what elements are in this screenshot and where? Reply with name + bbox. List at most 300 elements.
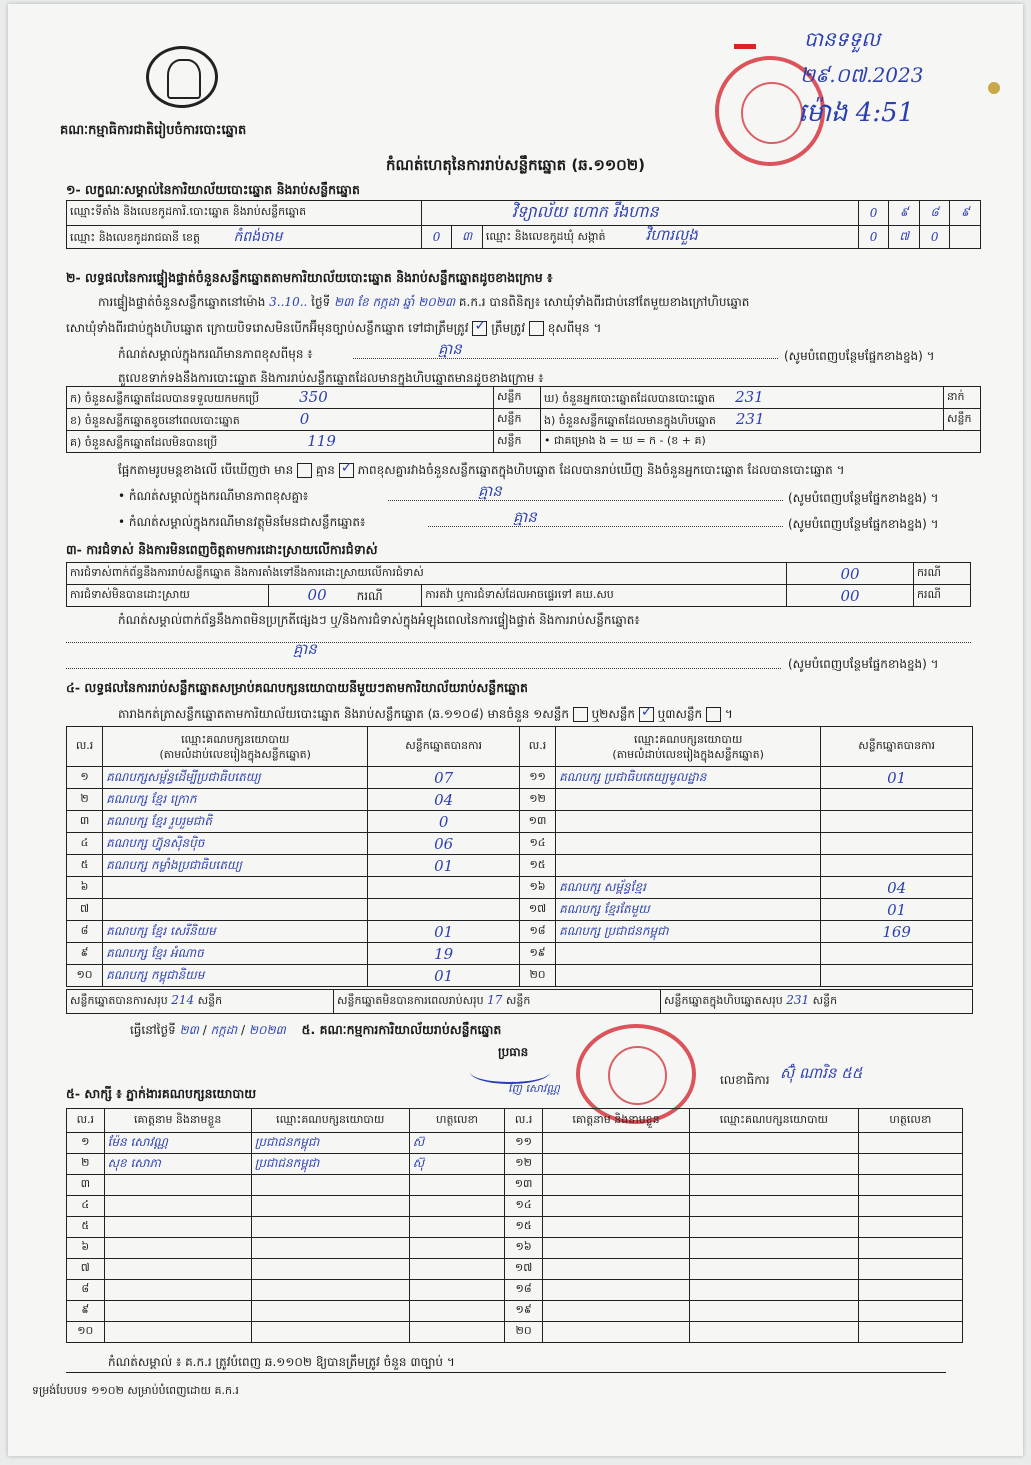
witness-signature (858, 1322, 962, 1343)
divider (66, 1372, 946, 1373)
witness-table (66, 1108, 963, 1343)
form-title: កំណត់ហេតុនៃការរាប់សន្លឹកឆ្នោត (ឆ.១១០២) (386, 156, 646, 174)
witness-signature: ស៊ុ (409, 1154, 505, 1175)
witness-party (690, 1154, 859, 1175)
unused-ballots-value: 119 (307, 431, 336, 450)
col-no-header: ល.រ (67, 727, 103, 767)
polling-station-name: វិទ្យាល័យ ហោក រឹងហាន (421, 201, 858, 226)
party-votes: 07 (368, 767, 520, 789)
table-row (67, 811, 973, 833)
unit-label: សន្លឹក (494, 387, 541, 409)
col-sign-header: ហត្ថលេខា (858, 1109, 962, 1133)
party-votes (821, 789, 973, 811)
witness-name (542, 1280, 689, 1301)
section1-table (66, 200, 981, 249)
commune-code-digit: 0 (919, 226, 950, 249)
witness-name (542, 1238, 689, 1259)
different-checkbox[interactable] (529, 321, 544, 336)
witness-name (104, 1217, 251, 1238)
party-name: គណបក្ស កម្លាំងប្រជាធិបតេយ្យ (103, 855, 368, 877)
witness-signature: ស៊ (409, 1133, 505, 1154)
province-code-digit: ៣ (452, 226, 483, 249)
valid-total-value: 214 (171, 993, 195, 1007)
table-row (67, 1301, 963, 1322)
section5-heading: ៥- សាក្សី ៖ ភ្នាក់ងារគណបក្សនយោបាយ (66, 1086, 257, 1101)
commune-code-digit: 0 (858, 226, 889, 249)
two-sheets-checkbox[interactable] (639, 707, 654, 722)
party-name: គណបក្ស សម្ព័ន្ធខ្មែរ (556, 877, 821, 899)
col-votes-header: សន្លឹកឆ្នោតបានការ (821, 727, 973, 767)
row-number: ៦ (67, 1238, 105, 1259)
difference-remark-label: • កំណត់សម្គាល់ក្នុងករណីមានភាពខុសគ្នា៖ (118, 489, 309, 503)
witness-name (542, 1301, 689, 1322)
party-name (103, 899, 368, 921)
row-number: ១១ (519, 767, 555, 789)
fill-note: (សូមបំពេញបន្ថែមផ្នែកខាងខ្នង) ។ (788, 517, 939, 531)
party-votes (821, 833, 973, 855)
party-name (556, 943, 821, 965)
spoiled-ballots-value: 0 (299, 409, 310, 428)
figures-intro: តួលេខទាក់ទងនឹងការបោះឆ្នោត និងការរាប់សន្លឹកឆ្នោតដែលមានក្នុងហិបឆ្នោតមានដូចខាងក្រោម ៖ (118, 371, 544, 385)
fill-note: (សូមបំពេញបន្ថែមផ្នែកខាងខ្នង) ។ (788, 491, 939, 505)
row-number: ២០ (505, 1322, 543, 1343)
witness-signature (409, 1196, 505, 1217)
committee-label: ៥. គណៈកម្មការការិយាល័យរាប់សន្លឹកឆ្នោត (301, 1022, 502, 1037)
correct-label: ត្រឹមត្រូវ (491, 321, 526, 335)
row-number: ១ (67, 767, 103, 789)
verification-text: ការផ្ទៀងផ្ទាត់ចំនួនសន្លឹកឆ្នោតនៅម៉ោង (98, 295, 266, 309)
received-date: ២៩.០៧.2023 (800, 63, 924, 87)
non-ballot-remark-value: គ្មាន (513, 508, 537, 526)
row-number: ៩ (67, 943, 103, 965)
witness-signature (858, 1238, 962, 1259)
verification-time: 3..10.. (269, 295, 308, 309)
witness-signature (409, 1217, 505, 1238)
case-unit: ករណី (914, 585, 971, 607)
seal-check-line: សោឃុំទាំងពីរជាប់ក្នុងហិបឆ្នោត ក្រោយបិទរោសមិនបើកអ៊ីមុនច្បាប់សន្លឹកឆ្នោត ទៅជាត្រឹមត្រូវ ✓ ត្រឹមត្រូវ ខុសពីមុន ។ (66, 320, 601, 338)
three-sheets-label: ឬ៣សន្លឹក (657, 707, 703, 721)
unit-label: នាក់ (944, 387, 981, 409)
polling-station-label: ឈ្មោះទីតាំង និងលេខកូដការិ.បោះឆ្នោត និងរាប់សន្លឹកឆ្នោត (67, 201, 422, 226)
difference-note-label: កំណត់សម្គាល់ក្នុងករណីមានភាពខុសពីមុន ៖ (118, 347, 313, 361)
witness-party (251, 1175, 409, 1196)
no-discrepancy-checkbox[interactable] (339, 463, 354, 478)
form-footer: ទម្រង់បែបបទ ១១០២ សម្រាប់បំពេញដោយ គ.ក.រ (32, 1384, 239, 1397)
witness-party (251, 1217, 409, 1238)
col-party-header: ឈ្មោះគណបក្សនយោបាយ (690, 1109, 859, 1133)
case-unit: ករណី (356, 588, 383, 603)
province-code-digit: 0 (421, 226, 452, 249)
row-number: ១២ (519, 789, 555, 811)
row-number: ១១ (505, 1133, 543, 1154)
col-party-subheader: (តាមលំដាប់លេខរៀងក្នុងសន្លឹកឆ្នោត) (612, 747, 764, 761)
row-number: ១៦ (519, 877, 555, 899)
discrepancy-text: ផ្អែកតាមរូបមន្តខាងលើ បើឃើញថា មាន (118, 463, 294, 477)
col-party-header: ឈ្មោះគណបក្សនយោបាយ (634, 732, 743, 746)
unit-label: សន្លឹក (944, 409, 981, 431)
row-number: ១២ (505, 1154, 543, 1175)
table-row (67, 921, 973, 943)
received-ballots-label: ក) ចំនួនសន្លឹកឆ្នោតដែលបានទទួលយកមកប្រើ (70, 391, 260, 405)
row-number: ១៤ (519, 833, 555, 855)
table-row (67, 965, 973, 987)
table-row (67, 1238, 963, 1259)
party-votes: 01 (368, 855, 520, 877)
col-no-header: ល.រ (67, 1109, 105, 1133)
tally-sheets-text: តារាងកត់ត្រាសន្លឹកឆ្នោតតាមការិយាល័យបោះឆ្នោត និងរាប់សន្លឹកឆ្នោត (ឆ.១១០៨) មានចំនួន ១សន្លឹក (118, 707, 569, 721)
witness-party (251, 1322, 409, 1343)
row-number: ២ (67, 1154, 105, 1175)
row-number: ១៩ (505, 1301, 543, 1322)
verification-day-label: ថ្ងៃទី (311, 295, 331, 309)
witness-signature (409, 1238, 505, 1259)
witness-signature (858, 1301, 962, 1322)
witness-party (251, 1238, 409, 1259)
col-no-header: ល.រ (505, 1109, 543, 1133)
witness-name (542, 1175, 689, 1196)
emblem-icon (146, 46, 218, 108)
table-row (67, 1154, 963, 1175)
witness-signature (409, 1175, 505, 1196)
row-number: ១៩ (519, 943, 555, 965)
row-number: ៦ (67, 877, 103, 899)
row-number: ១ (67, 1133, 105, 1154)
received-time: ម៉ោង 4:51 (798, 98, 915, 128)
province-name: កំពង់ចាម (233, 228, 283, 245)
row-number: ៤ (67, 833, 103, 855)
witness-name (542, 1154, 689, 1175)
table-row (67, 1175, 963, 1196)
dotted-line (66, 642, 971, 643)
discrepancy-line (118, 462, 845, 480)
spoiled-ballots-label: ខ) ចំនួនសន្លឹកឆ្នោតខូចនៅពេលបោះឆ្នោត (70, 413, 240, 427)
witness-name (104, 1322, 251, 1343)
dotted-line (66, 668, 781, 669)
code-digit: ៩ (889, 201, 920, 226)
row-number: ៥ (67, 855, 103, 877)
witness-party (690, 1301, 859, 1322)
row-number: ១៣ (505, 1175, 543, 1196)
party-votes (821, 965, 973, 987)
party-name: គណបក្ស ខ្មែរតែមួយ (556, 899, 821, 921)
voters-label: ឃ) ចំនួនអ្នកបោះឆ្នោតដែលបានបោះឆ្នោត (544, 391, 716, 405)
witness-party (690, 1238, 859, 1259)
tally-sheets-line: តារាងកត់ត្រាសន្លឹកឆ្នោតតាមការិយាល័យបោះឆ្នោត និងរាប់សន្លឹកឆ្នោត (ឆ.១១០៨) មានចំនួន ១សន្លឹក ឬ២សន្លឹក ✓ ឬ៣សន្លឹក ។ (118, 706, 733, 724)
row-number: ១៣ (519, 811, 555, 833)
party-name: គណបក្ស ប្រជាធិបតេយ្យមូលដ្ឋាន (556, 767, 821, 789)
formula-label: • ជាគម្រោង ង = ឃ = ក - (ខ + គ) (541, 431, 981, 453)
secretary-label: លេខាធិការ (720, 1073, 770, 1087)
row-number: ៣ (67, 811, 103, 833)
row-number: ៣ (67, 1175, 105, 1196)
hole-punch (988, 82, 1000, 94)
discrepancy-text-2: ភាពខុសគ្នារវាងចំនួនសន្លឹកឆ្នោតក្នុងហិបឆ្នោត ដែលបានរាប់ឃើញ និងចំនួនអ្នកបោះឆ្នោត ដែលបានបោះឆ្នោត ។ (357, 463, 845, 477)
unit-label: សន្លឹក (505, 994, 531, 1007)
unit-label: សន្លឹក (494, 431, 541, 453)
row-number: ១០ (67, 965, 103, 987)
seal-check-text: សោឃុំទាំងពីរជាប់ក្នុងហិបឆ្នោត ក្រោយបិទរោសមិនបើកអ៊ីមុនច្បាប់សន្លឹកឆ្នោត ទៅជាត្រឹមត្រូវ (66, 321, 469, 335)
objections-label: ការជំទាស់ពាក់ព័ន្ធនឹងការរាប់សន្លឹកឆ្នោត និងការតាំងទៅនឹងការដោះស្រាយលើការជំទាស់ (67, 563, 787, 585)
row-number: ១៧ (505, 1259, 543, 1280)
voters-value: 231 (735, 387, 764, 406)
row-number: ៤ (67, 1196, 105, 1217)
secretary-signature: ស៊ុំ ណារិន ៥៥ (780, 1064, 863, 1082)
party-name: គណបក្ស ហ្វ៊ុនស៊ិនប៉ិច (103, 833, 368, 855)
col-name-header: គោត្តនាម និងនាមខ្លួន (542, 1109, 689, 1133)
col-party-header: ឈ្មោះគណបក្សនយោបាយ (251, 1109, 409, 1133)
table-row (67, 1280, 963, 1301)
fill-note: (សូមបំពេញបន្ថែមផ្នែកខាងខ្នង) ។ (788, 657, 939, 671)
dotted-line (428, 526, 783, 527)
table-row (67, 767, 973, 789)
witness-party (690, 1259, 859, 1280)
party-name: គណបក្សសម្ព័ន្ធដើម្បីប្រជាធិបតេយ្យ (103, 767, 368, 789)
row-number: ១៨ (519, 921, 555, 943)
three-sheets-checkbox[interactable] (706, 707, 721, 722)
witness-party (251, 1301, 409, 1322)
col-no-header: ល.រ (519, 727, 555, 767)
party-name (556, 855, 821, 877)
witness-signature (858, 1175, 962, 1196)
col-party-header: ឈ្មោះគណបក្សនយោបាយ (181, 732, 290, 746)
received-ballots-value: 350 (299, 387, 328, 406)
correct-checkbox[interactable] (472, 321, 487, 336)
province-label: ឈ្មោះ និងលេខកូដរាជធានី ខេត្ត (70, 230, 200, 244)
chair-signature (470, 1060, 550, 1084)
witness-signature (858, 1217, 962, 1238)
col-votes-header: សន្លឹកឆ្នោតបានការ (368, 727, 520, 767)
witness-party (251, 1280, 409, 1301)
witness-party (690, 1175, 859, 1196)
table-row (67, 1259, 963, 1280)
witness-signature (409, 1301, 505, 1322)
ballots-in-box-label: ង) ចំនួនសន្លឹកឆ្នោតដែលមានក្នុងហិបឆ្នោត (544, 413, 716, 427)
unit-label: សន្លឹក (197, 994, 223, 1007)
pen-mark (734, 44, 756, 49)
witness-name (542, 1217, 689, 1238)
party-votes: 04 (368, 789, 520, 811)
box-total-value: 231 (786, 993, 810, 1007)
party-name: គណបក្ស ខ្មែរ រួបរួមជាតិ (103, 811, 368, 833)
col-party-subheader: (តាមលំដាប់លេខរៀងក្នុងសន្លឹកឆ្នោត) (159, 747, 311, 761)
witness-name (542, 1259, 689, 1280)
party-votes: 0 (368, 811, 520, 833)
party-votes: 01 (368, 965, 520, 987)
section1-heading: ១- លក្ខណៈសម្គាល់នៃការិយាល័យបោះឆ្នោត និងរាប់សន្លឹកឆ្នោត (66, 182, 360, 197)
signing-month: កក្កដា (210, 1023, 238, 1037)
irregularity-value: គ្មាន (293, 640, 317, 658)
different-label: ខុសពីមុន (547, 321, 590, 335)
has-discrepancy-checkbox[interactable] (297, 463, 312, 478)
difference-note-value: គ្មាន (438, 340, 462, 358)
verification-line (98, 294, 749, 312)
witness-name (542, 1196, 689, 1217)
commune-code-digit: ៧ (889, 226, 920, 249)
row-number: ៨ (67, 1280, 105, 1301)
committee-name: គណៈកម្មាធិការជាតិរៀបចំការបោះឆ្នោត (60, 123, 247, 138)
witness-party (690, 1133, 859, 1154)
witness-name: សុខ សោភា (104, 1154, 251, 1175)
witness-name (104, 1259, 251, 1280)
witness-name (104, 1238, 251, 1259)
row-number: ១០ (67, 1322, 105, 1343)
witness-party (690, 1196, 859, 1217)
party-votes: 01 (821, 899, 973, 921)
unused-ballots-label: គ) ចំនួនសន្លឹកឆ្នោតដែលមិនបានប្រើ (70, 435, 218, 449)
party-name: គណបក្ស ខ្មែរ ក្រោក (103, 789, 368, 811)
witness-signature (409, 1259, 505, 1280)
witness-party (251, 1196, 409, 1217)
signing-date-line: ធ្វើនៅថ្ងៃទី ២៣ / កក្កដា / ២០២៣ ៥. គណៈកម្មការការិយាល័យរាប់សន្លឹកឆ្នោត (130, 1022, 502, 1037)
row-number: ៧ (67, 1259, 105, 1280)
party-votes: 04 (821, 877, 973, 899)
verification-date: ២៣ ខែ កក្កដា ឆ្នាំ ២០២៣ (334, 295, 456, 309)
witness-signature (858, 1154, 962, 1175)
code-digit: 0 (858, 201, 889, 226)
non-ballot-remark-label: • កំណត់សម្គាល់ក្នុងករណីមានវត្ថុមិនមែនជាសន្លឹកឆ្នោត៖ (118, 515, 366, 529)
two-sheets-label: ឬ២សន្លឹក (591, 707, 635, 721)
party-votes (821, 811, 973, 833)
table-row (67, 1322, 963, 1343)
row-number: ៩ (67, 1301, 105, 1322)
table-row (67, 1217, 963, 1238)
dotted-line (388, 500, 783, 501)
chair-label: ប្រធាន (498, 1045, 529, 1059)
row-number: ១៤ (505, 1196, 543, 1217)
party-name (556, 789, 821, 811)
signing-day: ២៣ (179, 1023, 199, 1037)
witness-signature (409, 1322, 505, 1343)
witness-party (690, 1217, 859, 1238)
invalid-total-label: សន្លឹកឆ្នោតមិនបានការពេលរាប់សរុប (337, 994, 484, 1007)
valid-total-label: សន្លឹកឆ្នោតបានការសរុប (70, 994, 168, 1007)
witness-name (104, 1175, 251, 1196)
section2-heading: ២- លទ្ធផលនៃការផ្ទៀងផ្ទាត់ចំនួនសន្លឹកឆ្នោតតាមការិយាល័យបោះឆ្នោត និងរាប់សន្លឹកឆ្នោតដូចខាងក្រោម ៖ (66, 270, 553, 285)
party-votes: 169 (821, 921, 973, 943)
witness-name (104, 1301, 251, 1322)
table-row (67, 877, 973, 899)
row-number: ៨ (67, 921, 103, 943)
difference-note-line (353, 358, 778, 359)
one-sheet-checkbox[interactable] (573, 707, 588, 722)
footnote: កំណត់សម្គាល់ ៖ គ.ក.រ ត្រូវបំពេញ ឆ.១១០២ ឱ្យបានត្រឹមត្រូវ ចំនួន ៣ច្បាប់ ។ (108, 1355, 455, 1369)
code-digit: ៩ (950, 201, 981, 226)
row-number: ១៥ (505, 1217, 543, 1238)
ballots-in-box-value: 231 (735, 409, 765, 428)
difference-remark-value: គ្មាន (478, 482, 502, 500)
witness-signature (858, 1280, 962, 1301)
table-row (67, 789, 973, 811)
witness-signature (858, 1259, 962, 1280)
irregularity-label: កំណត់សម្គាល់ពាក់ព័ន្ធនឹងភាពមិនប្រក្រតីផ្សេងៗ ឬ/និងការជំទាស់ក្នុងអំឡុងពេលនៃការផ្ទៀងផ្ទាត់ និងការរាប់សន្លឹកឆ្នោត៖ (118, 613, 640, 627)
table-row (67, 1133, 963, 1154)
table-row (67, 899, 973, 921)
party-name: គណបក្ស ខ្មែរ សេរីនិយម (103, 921, 368, 943)
no-discrepancy-label: គ្មាន (315, 463, 335, 477)
results-table (66, 726, 973, 987)
received-label: បានទទួល (804, 27, 881, 51)
commune-label: ឈ្មោះ និងលេខកូដឃុំ សង្កាត់ (485, 230, 606, 243)
results-summary-table (66, 989, 973, 1014)
unit-label: សន្លឹក (812, 994, 838, 1007)
col-sign-header: ហត្ថលេខា (409, 1109, 505, 1133)
party-name (556, 811, 821, 833)
table-row (67, 1196, 963, 1217)
witness-party (690, 1280, 859, 1301)
section4-heading: ៤- លទ្ធផលនៃការរាប់សន្លឹកឆ្នោតសម្រាប់គណបក្សនយោបាយនីមួយៗតាមការិយាល័យរាប់សន្លឹកឆ្នោត (66, 680, 528, 695)
witness-party: ប្រជាជនកម្ពុជា (251, 1154, 409, 1175)
row-number: ២ (67, 789, 103, 811)
party-name (556, 965, 821, 987)
witness-signature (858, 1196, 962, 1217)
party-votes: 19 (368, 943, 520, 965)
case-unit: ករណី (914, 563, 971, 585)
witness-party (690, 1322, 859, 1343)
row-number: ១៨ (505, 1280, 543, 1301)
figures-table (66, 386, 981, 453)
row-number: ៥ (67, 1217, 105, 1238)
witness-name (542, 1322, 689, 1343)
party-votes (368, 877, 520, 899)
row-number: ១៦ (505, 1238, 543, 1259)
signing-year: ២០២៣ (248, 1023, 286, 1037)
witness-signature (858, 1133, 962, 1154)
row-number: ១៥ (519, 855, 555, 877)
row-number: ១៧ (519, 899, 555, 921)
table-row (67, 855, 973, 877)
party-name (556, 833, 821, 855)
party-votes: 06 (368, 833, 520, 855)
witness-name (104, 1196, 251, 1217)
unresolved-value: 00 (307, 585, 327, 604)
objections-table (66, 562, 971, 607)
unit-label: សន្លឹក (494, 409, 541, 431)
verification-text-2: គ.ក.រ បានពិនិត្យ៖ សោឃុំទាំងពីរជាប់នៅតែមួយខាងក្រៅហិបឆ្នោត (458, 295, 750, 309)
transferred-label: ការតវ៉ា ឬការជំទាស់ដែលអាចផ្ទេរទៅ គឃ.សប (422, 585, 787, 607)
party-votes: 01 (821, 767, 973, 789)
section3-heading: ៣- ការជំទាស់ និងការមិនពេញចិត្តតាមការដោះស្រាយលើការជំទាស់ (66, 542, 378, 557)
party-name (103, 877, 368, 899)
invalid-total-value: 17 (487, 993, 503, 1007)
party-name: គណបក្ស ប្រជាជនកម្ពុជា (556, 921, 821, 943)
chair-name: ញ៉ែ សោវណ្ណ (508, 1082, 560, 1095)
row-number: ២០ (519, 965, 555, 987)
transferred-value: 00 (787, 585, 914, 607)
form-page (8, 4, 1023, 1456)
code-digit: ៨ (919, 201, 950, 226)
witness-name: ម៉ែន សោវណ្ណ (104, 1133, 251, 1154)
fill-note: (សូមបំពេញបន្ថែមផ្នែកខាងខ្នង) ។ (784, 349, 935, 363)
table-row (67, 833, 973, 855)
witness-signature (409, 1280, 505, 1301)
party-votes: 01 (368, 921, 520, 943)
witness-party: ប្រជាជនកម្ពុជា (251, 1133, 409, 1154)
unresolved-label: ការជំទាស់មិនបានដោះស្រាយ (67, 585, 269, 607)
party-name: គណបក្ស កម្ពុជានិយម (103, 965, 368, 987)
witness-party (251, 1259, 409, 1280)
box-total-label: សន្លឹកឆ្នោតក្នុងហិបឆ្នោតសរុប (664, 994, 783, 1007)
party-votes (821, 943, 973, 965)
col-name-header: គោត្តនាម និងនាមខ្លួន (104, 1109, 251, 1133)
signing-date-label: ធ្វើនៅថ្ងៃទី (130, 1023, 176, 1037)
commune-name: វិហារលួង (645, 226, 698, 244)
party-name: គណបក្ស ខ្មែរ អំណាច (103, 943, 368, 965)
objections-value: 00 (787, 563, 914, 585)
witness-name (542, 1133, 689, 1154)
party-votes (368, 899, 520, 921)
party-votes (821, 855, 973, 877)
table-row (67, 943, 973, 965)
